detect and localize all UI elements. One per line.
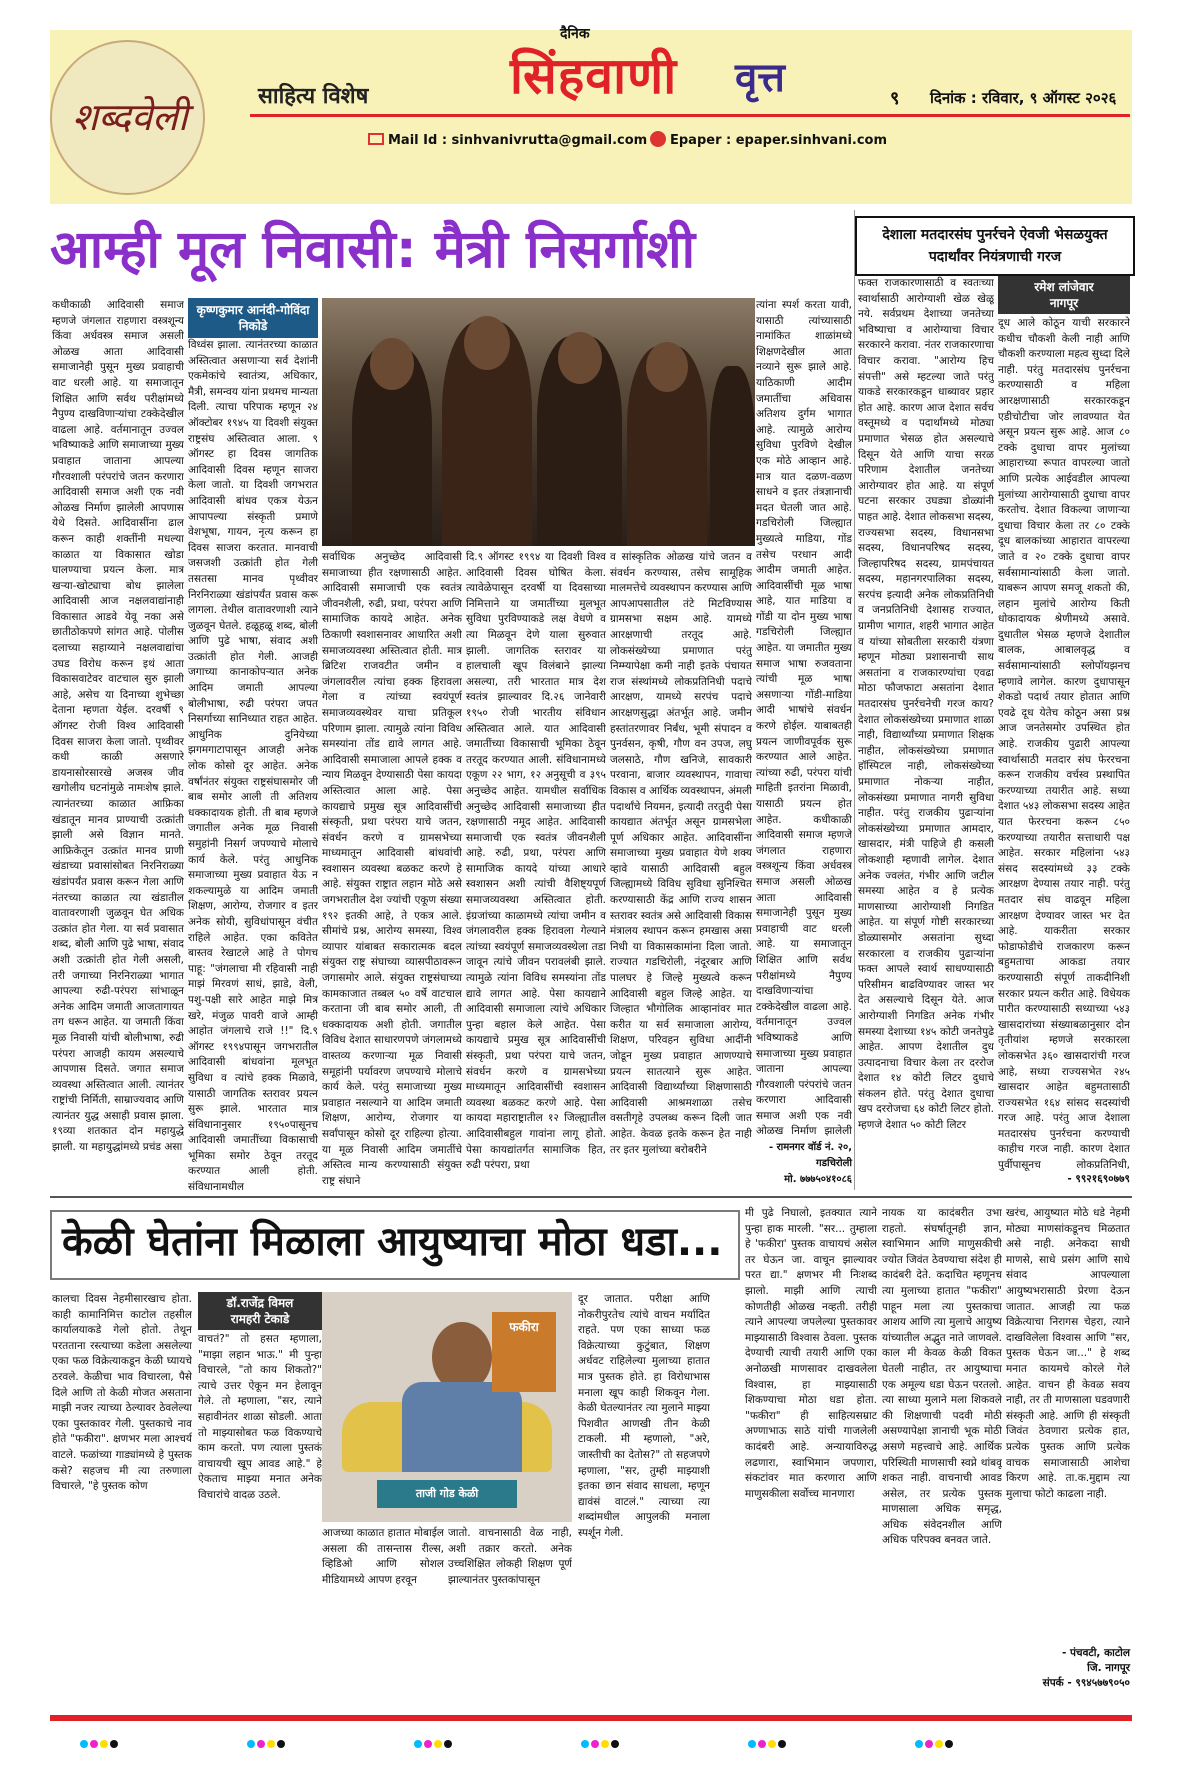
article2-column-2: वाचतं?" तो हसत म्हणाला, "माझा लहान भाऊ." मी पुन्हा विचारले, "तो काय शिकतो?" त्याचे उत्तर ऐकून मन हेलावून गेले. तो म्हणाला, "सर, त्याने सहावीनंतर शाळा सोडली. आता तो माझ्यासोबत फळ विकण्याचे काम करतो. पण त्याला पुस्तकं वाचायची खूप आवड आहे." हे ऐकताच माझ्या मनात अनेक विचारांचे वादळ उठले.	[198, 1333, 322, 1501]
epaper-link[interactable]: Epaper : epaper.sinhvani.com	[670, 133, 888, 148]
author-name: डॉ.राजेंद्र विमल	[226, 1296, 294, 1310]
article2-column-3: जातो. वाचनासाठी वेळ नाही, अशी तक्रार करतो. अनेक उच्चशिक्षित लोकही शिक्षण पूर्ण झाल्यानंतर पुस्तकांपासून	[448, 1527, 572, 1586]
signature-line: गडचिरोली	[816, 1158, 852, 1169]
signature-line: जि. नागपूर	[1087, 1662, 1130, 1674]
cmyk-dots	[915, 1733, 955, 1752]
signature-phone: मो. ७७७५०४१०८६	[784, 1174, 852, 1185]
cart-sign: ताजी गोड केळी	[377, 1480, 517, 1508]
masthead-divider	[250, 114, 1130, 117]
right-article-title: देशाला मतदारसंघ पुनर्रचने ऐवजी भेसळयुक्त पदार्थांवर नियंत्रणाची गरज	[855, 216, 1135, 276]
right-article-column-1: फक्त राजकारणासाठी व स्वतःच्या स्वार्थासाठी आरोग्याशी खेळ खेळू नये. सर्वप्रथम देशाच्या जनतेच्या भविष्याचा व आरोग्याचा विचार सरकारने करावा. नंतर राजकारणाचा विचार करावा. "आरोग्य हिच संपत्ती" असे म्हटल्या जाते परंतु याकडे सरकारकडून धाब्यावर प्रहार होत आहे. कारण आज देशात सर्वच वस्तूमध्ये व पदार्थांमध्ये मोठ्या प्रमाणात भेसळ होत असल्याचे दिसून येते आणि याचा सरळ परिणाम देशातील जनतेच्या आरोग्यावर होत आहे. या संपूर्ण घटना सरकार उघड्या डोळ्यांनी पाहत आहे. देशात लोकसभा सदस्य, राज्यसभा सदस्य, विधानसभा सदस्य, विधानपरिषद सदस्य, जिल्हापरिषद सदस्य, ग्रामपंचायत सदस्य, महानगरपालिका सदस्य, सरपंच इत्यादी अनेक लोकप्रतिनिधी व जनप्रतिनिधी देशासह राज्यात, ग्रामीण भागात, शहरी भागात आहेत व यांच्या सोबतीला सरकारी यंत्रणा म्हणून मोठ्या प्रशासनाची साथ असतांना व राजकारण्यांचा एवढा मोठा फौजफाटा असतांना देशात मतदारसंघ पुनर्रचनेची गरज काय? देशात लोकसंख्येच्या प्रमाणात शाळा नाही, विद्यार्थ्यांच्या प्रमाणात शिक्षक नाहीत, लोकसंख्येच्या प्रमाणात हॉस्पिटल नाही, लोकसंख्येच्या प्रमाणात नोकऱ्या नाहीत, लोकसंख्या प्रमाणात नागरी सुविधा नाहीत. परंतु राजकीय पुढाऱ्यांना लोकसंख्येच्या प्रमाणात आमदार, खासदार, मंत्री पाहिजे ही कसली लोकशाही म्हणावी लागेल. देशात अनेक ज्वलंत, गंभीर आणि जटील समस्या आहेत व हे प्रत्येक माणसाच्या आरोग्याशी निगडित आहेत. या संपूर्ण गोष्टी सरकारच्या डोळ्यासमोर असतांना सुध्दा सरकारला व राजकीय पुढाऱ्यांना फक्त आपले स्वार्थ साधण्यासाठी परिसीमन बाढविण्यावर जास्त भर देत असल्याचे दिसून येते. आज आरोग्याशी निगडित अनेक गंभीर समस्या देशाच्या १४५ कोटी जनतेपुढे आहेत. आपण देशातील दुध उत्पादनाचा विचार केला तर दररोज देशात १४ कोटी लिटर दुधाचे संकलन होते. परंतु देशात दुधाचा खप दररोजचा ६४ कोटी लिटर होतो. म्हणजे देशात ५० कोटी लिटर	[858, 277, 994, 1132]
paper-name-suffix: वृत्त	[735, 55, 785, 101]
cmyk-dots	[247, 1733, 287, 1752]
article1-column-1: कधीकाळी आदिवासी समाज म्हणजे जंगलात राहणारा वस्त्रशून्य किंवा अर्धवस्त्र समाज असली ओळख आता आदिवासी समाजानेही पुसून मुख्य प्रवाहाची वाट धरली आहे. या समाजातून शिक्षित आणि सर्वथ परीक्षांमध्ये नैपुण्य दाखविणाऱ्यांचा टक्केदेखील वाढला आहे. वर्तमानातून उज्वल भविष्याकडे आणि समाजाच्या मुख्य प्रवाहात जाताना आपल्या गौरवशाली परंपरांचे जतन करणारा आदिवासी समाज अशी एक नवी ओळख निर्माण झालेली आपणास येथे दिसते. आदिवासींना ढाल करून काही शक्तींनी मधल्या काळात या विकासात खोडा घालण्याचा प्रयत्न केला. मात्र खऱ्या-खोट्याचा बोध झालेला आदिवासी आज नक्षलवाद्यांनाही विकासात आडवे येवू नका असे छातीठोकपणे सांगत आहे. पोलीस दलाच्या सहाय्याने नक्षलवाद्यांचा उघड विरोध करून इथं आता विकासवाटेवर वाटचाल सुरु झाली आहे, असेच या दिनाच्या शुभेच्छा देताना म्हणता येईल. दरवर्षी ९ ऑगस्ट रोजी विश्व आदिवासी दिवस साजरा केला जातो. पृथ्वीवर कधी काळी असणारे डायनासोरसारखे अजस्त्र जीव खगोलीय घटनांमुळे नामःशेष झाले. त्यानंतरच्या काळात आफ्रिका खंडातून मानव प्राण्याची उत्क्रांती झाली असे विज्ञान मानते. आफ्रिकेतून उत्क्रांत मानव प्राणी खंडाच्या प्रवासांसोबत निरनिराळ्या खंडांपर्यंत प्रवास करून गेला आणि नंतरच्या काळात त्या खंडातील वातावरणाशी जुळवून घेत अधिक उत्क्रांत होत गेला. या सर्व प्रवासात शब्द, बोली आणि पुढे भाषा, संवाद अशी उत्क्रांती होत गेली असली, तरी जगाच्या निरनिराळ्या भागात आपल्या रुढी-परंपरा सांभाळून अनेक आदिम जमाती आजतागायत तग धरून आहेत. या जमाती किंवा मूळ निवासी यांची बोलीभाषा, रुढी परंपरा आजही कायम असल्याचे आपणास दिसते. जगात समाज व्यवस्था अस्तित्वात आली. त्यानंतर राष्ट्रांची निर्मिती, साम्राज्यवाद आणि त्यानंतर युद्ध असाही प्रवास झाला. १९व्या शतकात दोन महायुद्धे झाली. या महायुद्धांमध्ये प्रचंड असा	[52, 299, 184, 1154]
article2-photo-caption: आजच्या काळात हातात मोबाईल असला की तासन्तास रील्स, व्हिडिओ आणि सोशल मीडियामध्ये आपण हरवून	[322, 1527, 444, 1586]
article2-column-4: दूर जातात. परीक्षा आणि नोकरीपुरतेच त्यांचे वाचन मर्यादित राहते. पण एका साध्या फळ विक्रेत्याच्या कुटुंबात, शिक्षण अर्धवट राहिलेल्या मुलाच्या हातात मात्र पुस्तक होते. हा विरोधाभास मनाला खूप काही शिकवून गेला. केळी घेतल्यानंतर त्या मुलाने माझ्या पिशवीत आणखी तीन केळी टाकली. मी म्हणालो, "अरे, जास्तीची का देतोस?" तो सहजपणे म्हणाला, "सर, तुम्ही माझ्याशी इतका छान संवाद साधला, म्हणून द्यावंसं वाटलं." त्याच्या त्या शब्दांमधील आपुलकी मनाला स्पर्शून गेली.	[578, 1293, 710, 1539]
photo-figure-head	[370, 338, 414, 390]
cmyk-dots	[414, 1733, 454, 1752]
column-divider	[854, 210, 855, 1190]
article1-column-5: त्यांना स्पर्श करता यावी, यासाठी त्यांच्यासाठी नामांकित शाळांमध्ये शिक्षणदेखील आता नव्याने सुरू झाले आहे. याठिकाणी आदीम जमातींचा अधिवास अतिशय दुर्गम भागात आहे. त्यामुळे आरोग्य सुविधा पुरविणे देखील एक मोठे आव्हान आहे. मात्र यात दळण-वळण साधने व इतर तंत्रज्ञानाची मदत घेतली जात आहे. गडचिरोली जिल्ह्यात मुख्यत्वे माडिया, गोंड तसेच परधान आदी आदीम जमाती आहेत. आदिवासींची मूळ भाषा आहे, यात माडिया व गोंडी या दोन मुख्य भाषा गडचिरोली जिल्ह्यात आहेत. या जमातीत मुख्य समाज भाषा रुजवताना त्यांची मूळ भाषा असणाऱ्या गोंडी-माडिया आदी भाषांचे संवर्धन करणे होईल. याबाबतही प्रयत्न जाणीवपूर्वक सुरू करण्यात आले आहेत. त्यांच्या रुढी, परंपरा यांची माहिती इतरांना मिळावी, यासाठी प्रयत्न होत आहेत. कधीकाळी आदिवासी समाज म्हणजे जंगलात राहणारा वस्त्रशून्य किंवा अर्धवस्त्र समाज असली ओळख आता आदिवासी समाजानेही पुसून मुख्य प्रवाहाची वाट धरली आहे. या समाजातून शिक्षित आणि सर्वथ परीक्षांमध्ये नैपुण्य दाखविणाऱ्यांचा टक्केदेखील वाढला आहे. वर्तमानातून उज्वल भविष्याकडे आणि समाजाच्या मुख्य प्रवाहात जाताना आपल्या गौरवशाली परंपरांचे जतन करणारा आदिवासी समाज अशी एक नवी ओळख निर्माण झालेली	[756, 299, 852, 1138]
page-number: ९	[890, 88, 900, 109]
registration-marks	[80, 1733, 1100, 1745]
cmyk-dots	[80, 1733, 120, 1752]
signature-line: - रामनगर वॉर्ड नं. २०,	[768, 1142, 852, 1153]
epaper-icon	[650, 131, 666, 147]
article2-column-7: खरंच, आयुष्यात मोठे धडे नेहमी मोठ्या माणसांकडूनच मिळतात असे नाही. अनेकदा साधी माणसे, साधे प्रसंग आणि साधे संवाद आपल्याला आयुष्यभरासाठी प्रेरणा देऊन जातात. आजही त्या फळ विक्रेत्याचा निरागस चेहरा, त्याने दाखविलेला विश्वास आणि "सर, पुस्तक घेऊन जा..." हे शब्द मनात कायमचे कोरले गेले आहेत. वाचन ही केवळ सवय नाही, तर ती माणसाला घडवणारी संस्कृती आहे. आणि ही संस्कृती जिवंत ठेवणारा प्रत्येक हात, प्रत्येक पुस्तक आणि प्रत्येक वाचक समाजासाठी आशेचा किरण आहे. ता.क.मुद्दाम त्या मुलाचा फोटो काढला नाही.	[1006, 1207, 1130, 1500]
article1-headline: आम्ही मूल निवासी: मैत्री निसर्गाशी	[50, 220, 696, 280]
mail-id[interactable]: Mail Id : sinhvanivrutta@gmail.com	[388, 133, 648, 148]
signature-line: - पंचवटी, काटोल	[1061, 1647, 1130, 1659]
right-article-phone: - ९९२१६९०७७९	[1067, 1173, 1130, 1185]
article1-column-3: सर्वाधिक अनुच्छेद आदिवासी समाजाच्या हीत रक्षणासाठी आहेत. आदिवासी समाजाची एक स्वतंत्र जीवनशैली, रुढी, प्रथा, परंपरा आणि सामाजिक कायदे आहेत. अनेक ठिकाणी स्वशासनावर आधारित अशी समाजव्यवस्था अस्तित्वात होती. मात्र ब्रिटिश राजवटीत जमीन व जंगलावरील त्यांचा हक्क हिरावला गेला व त्यांच्या स्वयंपूर्ण समाजव्यवस्थेवर याचा प्रतिकूल परिणाम झाला. त्यामुळे त्यांना विविध समस्यांना तोंड द्यावे लागत आहे. आदिवासी समाजाला आपले हक्क व न्याय मिळवून देण्यासाठी पेसा कायदा अस्तित्वात आला आहे. पेसा कायद्याचे प्रमुख सूत्र आदिवासींची संस्कृती, प्रथा परंपरा याचे जतन, संवर्धन करणे व ग्रामसभेच्या माध्यमातून आदिवासी बांधवांची स्वशासन व्यवस्था बळकट करणे हे आहे. संयुक्त राष्ट्रात लहान मोठे असे जगभरातील देश ज्यांची एकूण संख्या १९२ इतकी आहे, ते एकत्र आले. सीमांचे प्रश्न, आरोग्य समस्या, विश्व व्यापार यांबाबत सकारात्मक बदल संयुक्त राष्ट्र संघाच्या व्यासपीठावरून जगासमोर आले. संयुक्त राष्ट्रसंघाच्या कामकाजात तब्बल ५० वर्षे वाटचाल करताना जी बाब समोर आली, ती धक्कादायक अशी होती. जगातील विविध देशात साधारणपणे जंगलामध्ये वास्तव्य करणाऱ्या मूळ निवासी समूहांनी पर्यावरण जपण्याचे मोलाचे कार्य केले. परंतु समाजाच्या मुख्य प्रवाहात नसल्याने या आदिम जमाती शिक्षण, आरोग्य, रोजगार या सर्वांपासून कोसो दूर राहिल्या होत्या. या मूळ निवासी आदिम जमातींचे अस्तित्व मान्य करण्यासाठी संयुक्त राष्ट्र संघाने	[322, 551, 462, 1187]
logo-text: शब्दवेली	[72, 95, 188, 139]
signature-contact: संपर्क - ९९४५७७९०५०	[1042, 1677, 1130, 1689]
article1-column-2: विध्वंस झाला. त्यानंतरच्या काळात अस्तित्वात असणाऱ्या सर्व देशांनी एकमेकांचे स्वातंत्र्य, अधिकार, मैत्री, समन्वय यांना प्रथमच मान्यता दिली. त्याचा परिपाक म्हणून २४ ऑक्टोबर १९४५ या दिवशी संयुक्त राष्ट्रसंघ अस्तित्वात आला. ९ ऑगस्ट हा दिवस जागतिक आदिवासी दिवस म्हणून साजरा केला जातो. या दिवशी जगभरात आदिवासी बांधव एकत्र येऊन आपापल्या संस्कृती प्रमाणे वेशभूषा, गायन, नृत्य करून हा दिवस साजरा करतात. मानवाची जसजशी उत्क्रांती होत गेली तसतसा मानव पृथ्वीवर निरनिराळ्या खंडांपर्यंत प्रवास करू लागला. तेथील वातावरणाशी त्याने जुळवून घेतले. हळूहळू शब्द, बोली आणि पुढे भाषा, संवाद अशी उत्क्रांती होत गेली. आजही जगाच्या कानाकोपऱ्यात अनेक आदिम जमाती आपल्या बोलीभाषा, रुढी परंपरा जपत निसर्गाच्या सानिध्यात राहत आहेत. आधुनिक दुनियेच्या झगमगाटापासून आजही अनेक लोक कोसो दूर आहेत. अनेक वर्षांनंतर संयुक्त राष्ट्रसंघासमोर जी बाब समोर आली ती अतिशय धक्कादायक होती. ती बाब म्हणजे जगातील अनेक मूळ निवासी समुहांनी निसर्ग जपण्याचे मोलाचे कार्य केले. परंतु आधुनिक समाजाच्या मुख्य प्रवाहात येऊ न शकल्यामुळे या आदिम जमाती शिक्षण, आरोग्य, रोजगार व इतर अनेक सोयी, सुविधांपासून वंचीत राहिले आहेत. एका कवितेत बास्तव रेखाटले आहे ते पोगच पाहू: "जंगलाचा मी रहिवासी नाही माझं मिरवणं साधं, झाडे, वेली, पशु-पक्षी सारे आहेत माझे मित्र खरे, मंजुळ पावरी वाजे आम्ही आहोत जंगलाचे राजे !!" दि.९ ऑगस्ट १९९४पासून जगभरातील आदिवासी बांधवांना मूलभूत सुविधा व त्यांचे हक्क मिळावे, यासाठी जागतिक स्तरावर प्रयत्न सुरू झाले. भारतात मात्र संविधानानुसार १९५०पासूनच आदिवासी जमातींच्या विकासाची भूमिका समोर ठेवून तरतूद करण्यात आली होती. संविधानामधील	[188, 339, 318, 1193]
right-article-column-2: दूध आले कोठून याची सरकारने कधीच चौकशी केली नाही आणि चौकशी करण्याला महत्व सुध्दा दिले नाही. परंतु मतदारसंघ पुनर्रचना करण्यासाठी व महिला आरक्षणासाठी सरकारकडून एडीचोटीचा जोर लावण्यात येत असून प्रयत्न सुरू आहे. आज ८० टक्के दुधाचा वापर मुलांच्या आहाराच्या रूपात वापरल्या जातो आणि प्रत्येक आईवडील आपल्या मुलांच्या आरोग्यासाठी दुधाचा वापर करतोच. देशात विकल्या जाणाऱ्या दुधाचा विचार केला तर ८० टक्के दूध बालकांच्या आहारात वापरल्या जाते व २० टक्के दुधाचा वापर सर्वसामान्यांसाठी केला जातो. याबरून आपण समजू शकतो की, लहान मुलांचे आरोग्य किती धोकादायक श्रेणीमध्ये असावे. दुधातील भेसळ म्हणजे देशातील बालक, आबालवृद्ध व सर्वसामान्यांसाठी स्लोपॉयझनच म्हणावे लागेल. कारण दुधापासून शेकडो पदार्थ तयार होतात आणि एवढे दूध येतेच कोठून असा प्रश्न आज जनतेसमोर उपस्थित होत आहे. राजकीय पुढारी आपल्या स्वार्थासाठी मतदार संघ फेररचना करून राजकीय वर्चस्व प्रस्थापित करण्याच्या तयारीत आहे. सध्या देशात ५४३ लोकसभा सदस्य आहेत यात फेररचना करून ८५० करण्याच्या तयारीत सत्ताधारी पक्ष आहेत. सरकार महिलांना ५४३ संसद सदस्यांमध्ये ३३ टक्के आरक्षण देण्यास तयार नाही. परंतु मतदार संघ वाढवून महिला आरक्षण देण्यावर जास्त भर देत आहे. याकरीता सरकार फोडाफोडीचे राजकारण करून बहुमताचा आकडा तयार करण्यासाठी संपूर्ण ताकदीनिशी सरकार प्रयत्न करीत आहे. विधेयक पारीत करण्यासाठी सध्याच्या ५४३ खासदारांच्या संख्याबळानुसार दोन तृतीयांश म्हणजे सरकारला लोकसभेत ३६० खासदारांची गरज आहे, सध्या राज्यसभेत २४५ खासदार आहेत बहुमतासाठी राज्यसभेत १६४ सांसद सदस्यांची गरज आहे. परंतु आज देशाला मतदारसंघ पुनर्रचना करण्याची काहीच गरज नाही. कारण देशात पुर्वीपासूनच लोकप्रतिनिधी,	[998, 317, 1130, 1171]
photo-figure-head	[464, 316, 510, 370]
book-cover: फकीरा	[492, 1312, 556, 1392]
photo-person-body	[402, 1382, 522, 1472]
paper-name: सिंहवाणी	[510, 47, 678, 105]
article1-author: कृष्णकुमार आनंदी-गोविंदा निकोडे	[188, 298, 318, 338]
issue-date: दिनांक : रविवार, ९ ऑगस्ट २०२६	[930, 89, 1117, 107]
article2-column-5: मी पुढे निघालो, इतक्यात त्याने पुन्हा हाक मारली. "सर... तुम्हाला हे 'फकीरा' पुस्तक वाचायचं असेल तर घेऊन जा. वाचून झाल्यावर परत द्या." क्षणभर मी निःशब्द झालो. माझी आणि त्याची कोणतीही ओळख नव्हती. तरीही त्याने आपल्या जपलेल्या पुस्तकावर माझ्यासाठी विश्वास ठेवला. पुस्तक देण्याची त्याची तयारी आणि एका अनोळखी माणसावर दाखवलेला विश्वास, हा माझ्यासाठी शिकण्याचा मोठा धडा होता. "फकीरा" ही साहित्यसम्राट अण्णाभाऊ साठे यांची गाजलेली कादंबरी आहे. अन्यायाविरुद्ध लढणारा, स्वाभिमान जपणारा, संकटांवर मात करणारा आणि माणुसकीला सर्वोच्च मानणारा	[745, 1207, 877, 1500]
photo-figure-head	[646, 342, 688, 392]
article1-column-4b: व सांस्कृतिक ओळख यांचे जतन व संवर्धन करण्यास, तसेच सामूहिक मालमत्तेचे व्यवस्थापन करण्यास आणि आपआपसातील तंटे मिटविण्यास ग्रामसभा सक्षम आहे. यामध्ये आरक्षणाची तरतूद आहे. लोकसंख्येच्या प्रमाणात परंतु निम्म्यापेक्षा कमी नाही इतके पंचायत राज संस्थांमध्ये लोकप्रतिनिधी पदाचे आरक्षण, यामध्ये सरपंच पदाचे आरक्षणसुद्धा अंतर्भूत आहे. जमीन हस्तांतरणावर निर्बंध, भूमी संपादन व पुनर्वसन, कृषी, गौण वन उपज, लघु जलसाठे, गौण खनिजे, सावकारी परवाना, बाजार व्यवस्थापन, गावाचा विकास व आर्थिक व्यवस्थापन, अंमली पदार्थांचे नियमन, इत्यादी तरतुदी पेसा कायद्यात अंतर्भूत असून ग्रामसभेला पूर्ण अधिकार आहेत. आदिवासींना समाजाच्या मुख्य प्रवाहात येणे शक्य व्हावे यासाठी आदिवासी बहुल जिल्ह्यामध्ये विविध सुविधा सुनिश्चित करण्यासाठी केंद्र आणि राज्य शासन स्तरावर स्वतंत्र असे आदिवासी विकास मंत्रालय स्थापन करून हमखास असा निधी या विकासकामांना दिला जातो. राज्यात गडचिरोली, नंदूरबार आणि पालघर हे जिल्हे मुख्यत्वे करून आदिवासी बहुल जिल्हे आहेत. या जिल्हात भौगोलिक आव्हानांवर मात करीत या सर्व समाजाला आरोग्य, शिक्षण, परिवहन सुविधा आदींनी जोडून मुख्य प्रवाहात आणण्याचे प्रयत्न सातत्याने सुरू आहेत. आदिवासी विद्यार्थ्यांच्या शिक्षणासाठी आदिवासी आश्रमशाळा तसेच वसतीगृहे उपलब्ध करून दिली जात आहेत. केवळ इतके करून हेत नाही तर इतर मुलांच्या बरोबरीने	[610, 551, 752, 1156]
author-place: नागपूर	[1049, 296, 1079, 310]
section-divider	[50, 1196, 1132, 1198]
author-name-2: रामहरी टेकाडे	[230, 1312, 290, 1326]
footer-bar	[50, 1715, 1132, 1721]
article1-signature	[756, 1140, 852, 1188]
cmyk-dots	[581, 1733, 621, 1752]
section-label: साहित्य विशेष	[258, 84, 369, 109]
article2-photo	[322, 1292, 572, 1522]
article2-signature	[1006, 1646, 1130, 1691]
article2-headline: केळी घेतांना मिळाला आयुष्याचा मोठा धडा...	[50, 1210, 740, 1280]
photo-figure-head	[558, 332, 602, 384]
author-name: रमेश लांजेवार	[1034, 280, 1094, 294]
article2-column-1: कालचा दिवस नेहमीसारखाच होता. काही कामानिमित्त काटोल तहसील कार्यालयाकडे गेलो होतो. तेथून परतताना रस्त्याच्या कडेला असलेल्या एका फळ विक्रेत्याकडून केळी घ्यायचे ठरवले. केळीचा भाव विचारला, पैसे दिले आणि तो केळी मोजत असताना माझी नजर त्याच्या ठेल्यावर ठेवलेल्या एका पुस्तकावर गेली. पुस्तकाचे नाव होते "फकीरा". क्षणभर मला आश्चर्य वाटले. फळांच्या गाड्यांमध्ये हे पुस्तक कसे? सहजच मी त्या तरुणाला विचारले, "हे पुस्तक कोण	[52, 1293, 192, 1493]
article2-author	[198, 1292, 322, 1330]
cmyk-dots	[748, 1733, 788, 1752]
article1-photo	[322, 298, 755, 546]
paper-dainik-label: दैनिक	[560, 26, 590, 42]
article1-column-4: दि.९ ऑगस्ट १९९४ या दिवशी विश्व आदिवासी दिवस घोषित केला. त्यावेळेपासून दरवर्षी या दिवसाच्या निमित्ताने या जमातींच्या मुलभूत सुविधा पुरविण्याकडे लक्ष वेधणे व त्या मिळवून देणे याला सुरुवात झाली. जागतिक स्तरावर या हालचाली खूप विलंबाने झाल्या असल्या, तरी भारतात मात्र देश स्वतंत्र झाल्यावर दि.२६ जानेवारी १९५० रोजी भारतीय संविधान अस्तित्वात आले. यात आदिवासी जमातींच्या विकासाची भूमिका ठेवून तरतूद करण्यात आली. संविधानामध्ये एकूण २२ भाग, १२ अनुसूची व ३९५ अनुच्छेद आहेत. यामधील सर्वाधिक अनुच्छेद आदिवासी समाजाच्या हीत रक्षणासाठी नमूद आहेत. आदिवासी समाजाची एक स्वतंत्र जीवनशैली आहे. रुढी, प्रथा, परंपरा आणि सामाजिक कायदे यांच्या आधारे स्वशासन अशी त्यांची वैशिष्ट्यपूर्ण समाजव्यवस्था अस्तित्वात होती. इंग्रजांच्या काळामध्ये त्यांचा जमीन व जंगलावरील हक्क हिरावला गेल्याने त्यांच्या स्वयंपूर्ण समाजव्यवस्थेला तडा जावून त्यांचे जीवन परावलंबी झाले. त्यामुळे त्यांना विविध समस्यांना तोंड द्यावे लागत आहे. पेसा कायद्याने आदिवासी समाजाला त्यांचे अधिकार पुन्हा बहाल केले आहेत. पेसा कायद्याचे प्रमुख सूत्र आदिवासींची संस्कृती, प्रथा परंपरा याचे जतन, संवर्धन करणे व ग्रामसभेच्या माध्यमातून आदिवासींची स्वशासन व्यवस्था बळकट करणे आहे. पेसा कायदा महाराष्ट्रातील १२ जिल्ह्यातील आदिवासीबहुल गावांना लागू होतो. पेसा कायद्यांतर्गत सामाजिक हित, रुढी परंपरा, प्रथा	[466, 551, 606, 1172]
article2-column-6: नायक या कादंबरीत उभा राहतो. संघर्षातूनही ज्ञान, स्वाभिमान आणि माणुसकीची ज्योत जिवंत ठेवण्याचा संदेश ही कादंबरी देते. कदाचित म्हणूनच त्या मुलाच्या हातात "फकीरा" पाहून मला त्या पुस्तकाचा आशय आणि त्या मुलाचे आयुष्य यांच्यातील अद्भुत नाते जाणवले. काल मी केवळ केळी विकत घेतली नाहीत, तर आयुष्याचा एक अमूल्य धडा घेऊन परतलो. त्या साध्या मुलाने मला शिकवले की शिक्षणाची पदवी मोठी असण्यापेक्षा ज्ञानाची भूक मोठी असणे महत्त्वाचे आहे. आर्थिक परिस्थिती माणसाची स्वप्ने थांबवू शकत नाही. वाचनाची आवड असेल, तर प्रत्येक पुस्तक माणसाला अधिक समृद्ध, अधिक संवेदनशील आणि अधिक परिपक्व बनवत जाते.	[882, 1207, 1002, 1547]
mail-icon	[368, 133, 384, 145]
right-article-author	[998, 276, 1130, 314]
photo-figure	[710, 366, 755, 546]
